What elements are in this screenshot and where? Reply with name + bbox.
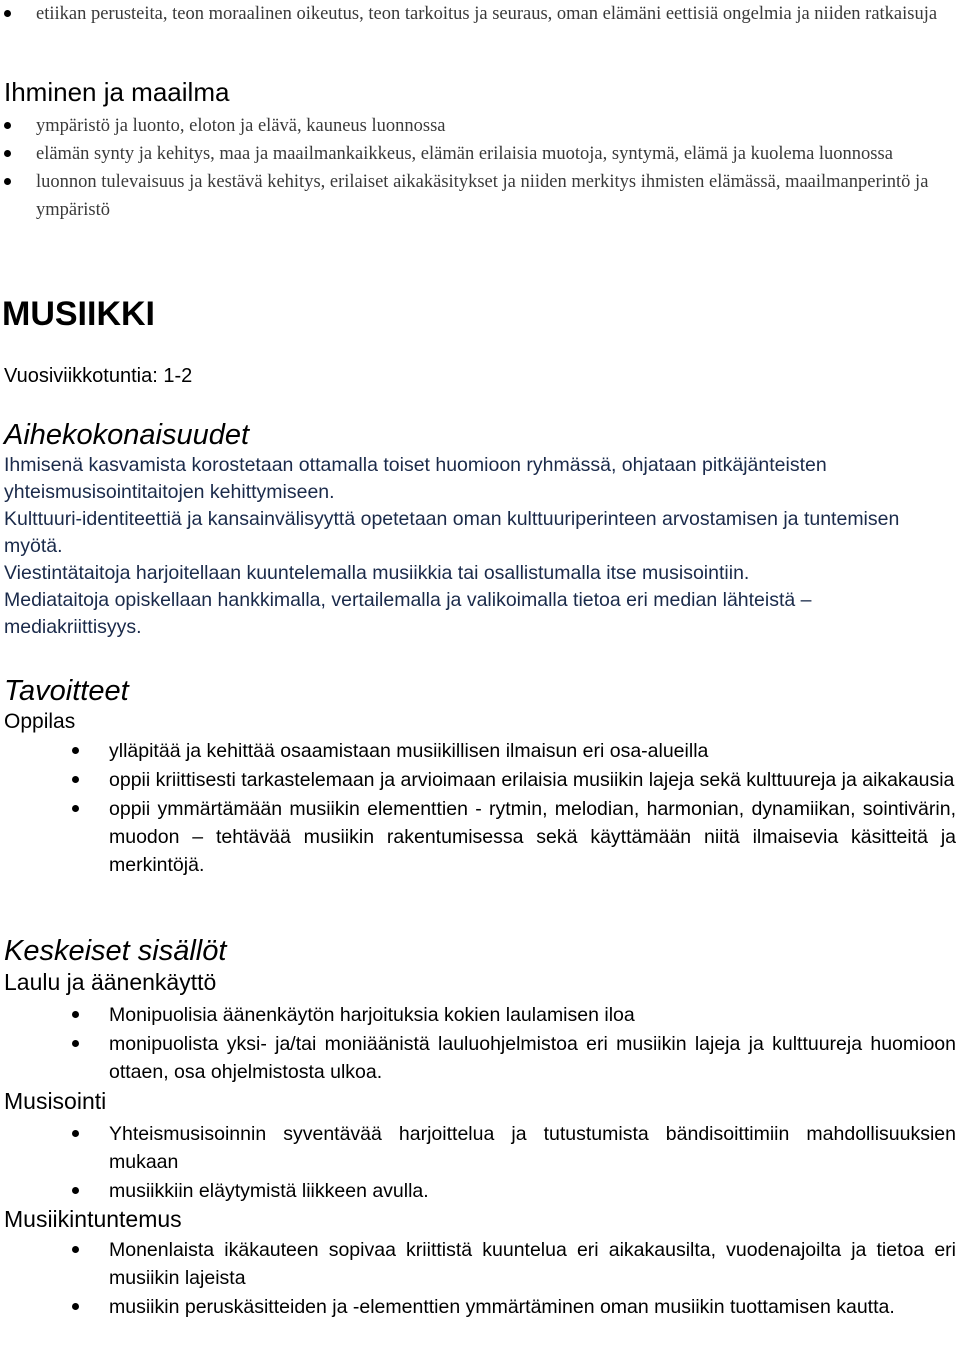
weekly-hours: Vuosiviikkotuntia: 1-2	[4, 365, 193, 387]
list-item: Monenlaista ikäkauteen sopivaa kriittistä kuuntelua eri aikakausilta, vuodenajoilta ja tietoa eri musiikin lajeista	[0, 1236, 958, 1292]
laulu-heading: Laulu ja äänenkäyttö	[4, 969, 217, 995]
aihekokonaisuudet-text	[4, 452, 954, 641]
tavoitteet-list	[0, 737, 958, 880]
paragraph: Ihmisenä kasvamista korostetaan ottamalla toiset huomioon ryhmässä, ohjataan pitkäjänteisten yhteismusisointitaitojen kehittymiseen.	[4, 454, 827, 503]
ihminen-list	[0, 112, 960, 224]
musiikintuntemus-heading: Musiikintuntemus	[4, 1206, 182, 1232]
list-item: etiikan perusteita, teon moraalinen oikeutus, teon tarkoitus ja seuraus, oman elämäni eettisiä ongelmia ja niiden ratkaisuja	[0, 0, 960, 28]
paragraph: Viestintätaitoja harjoitellaan kuuntelemalla musiikkia tai osallistumalla itse musisointiin.	[4, 562, 750, 584]
musisointi-list	[0, 1120, 958, 1206]
list-item: oppii kriittisesti tarkastelemaan ja arvioimaan erilaisia musiikin lajeja sekä kulttuureja ja aikakausia	[0, 766, 958, 794]
musisointi-heading: Musisointi	[4, 1088, 107, 1114]
keskeiset-sisallot-heading: Keskeiset sisällöt	[4, 935, 227, 967]
list-item: oppii ymmärtämään musiikin elementtien - rytmin, melodian, harmonian, dynamiikan, sointivärin, muodon – tehtävää musiikin rakentumisessa sekä käyttämään niitä ilmaisevia käsitteitä ja merkintöjä.	[0, 795, 958, 879]
aihekokonaisuudet-heading: Aihekokonaisuudet	[4, 419, 250, 451]
list-item: luonnon tulevaisuus ja kestävä kehitys, erilaiset aikakäsitykset ja niiden merkitys ihmisten elämässä, maailmanperintö ja ympäristö	[0, 168, 960, 224]
list-item: elämän synty ja kehitys, maa ja maailmankaikkeus, elämän erilaisia muotoja, syntymä, elämä ja kuolema luonnossa	[0, 140, 960, 168]
tavoitteet-heading: Tavoitteet	[4, 675, 129, 707]
list-item: ympäristö ja luonto, eloton ja elävä, kauneus luonnossa	[0, 112, 960, 140]
musiikintuntemus-list	[0, 1236, 958, 1322]
list-item: musiikin peruskäsitteiden ja -elementtien ymmärtäminen oman musiikin tuottamisen kautta.	[0, 1293, 958, 1321]
list-item: musiikkiin eläytymistä liikkeen avulla.	[0, 1177, 958, 1205]
list-item: Yhteismusisoinnin syventävää harjoittelua ja tutustumista bändisoittimiin mahdollisuuksien mukaan	[0, 1120, 958, 1176]
paragraph: Mediataitoja opiskellaan hankkimalla, vertailemalla ja valikoimalla tietoa eri median lähteistä – mediakriittisyys.	[4, 589, 812, 638]
list-item: ylläpitää ja kehittää osaamistaan musiikillisen ilmaisun eri osa-alueilla	[0, 737, 958, 765]
laulu-list	[0, 1001, 958, 1087]
subject-title: MUSIIKKI	[2, 295, 155, 333]
list-item: monipuolista yksi- ja/tai moniäänistä lauluohjelmistoa eri musiikin lajeja ja kulttuureja huomioon ottaen, osa ohjelmistosta ulkoa.	[0, 1030, 958, 1086]
ethics-list	[0, 0, 960, 28]
section-heading-ihminen: Ihminen ja maailma	[4, 77, 230, 107]
paragraph: Kulttuuri-identiteettiä ja kansainvälisyyttä opetetaan oman kulttuuriperinteen arvostamisen ja tuntemisen myötä.	[4, 508, 900, 557]
list-item: Monipuolisia äänenkäytön harjoituksia kokien laulamisen iloa	[0, 1001, 958, 1029]
oppilas-label: Oppilas	[4, 710, 76, 733]
